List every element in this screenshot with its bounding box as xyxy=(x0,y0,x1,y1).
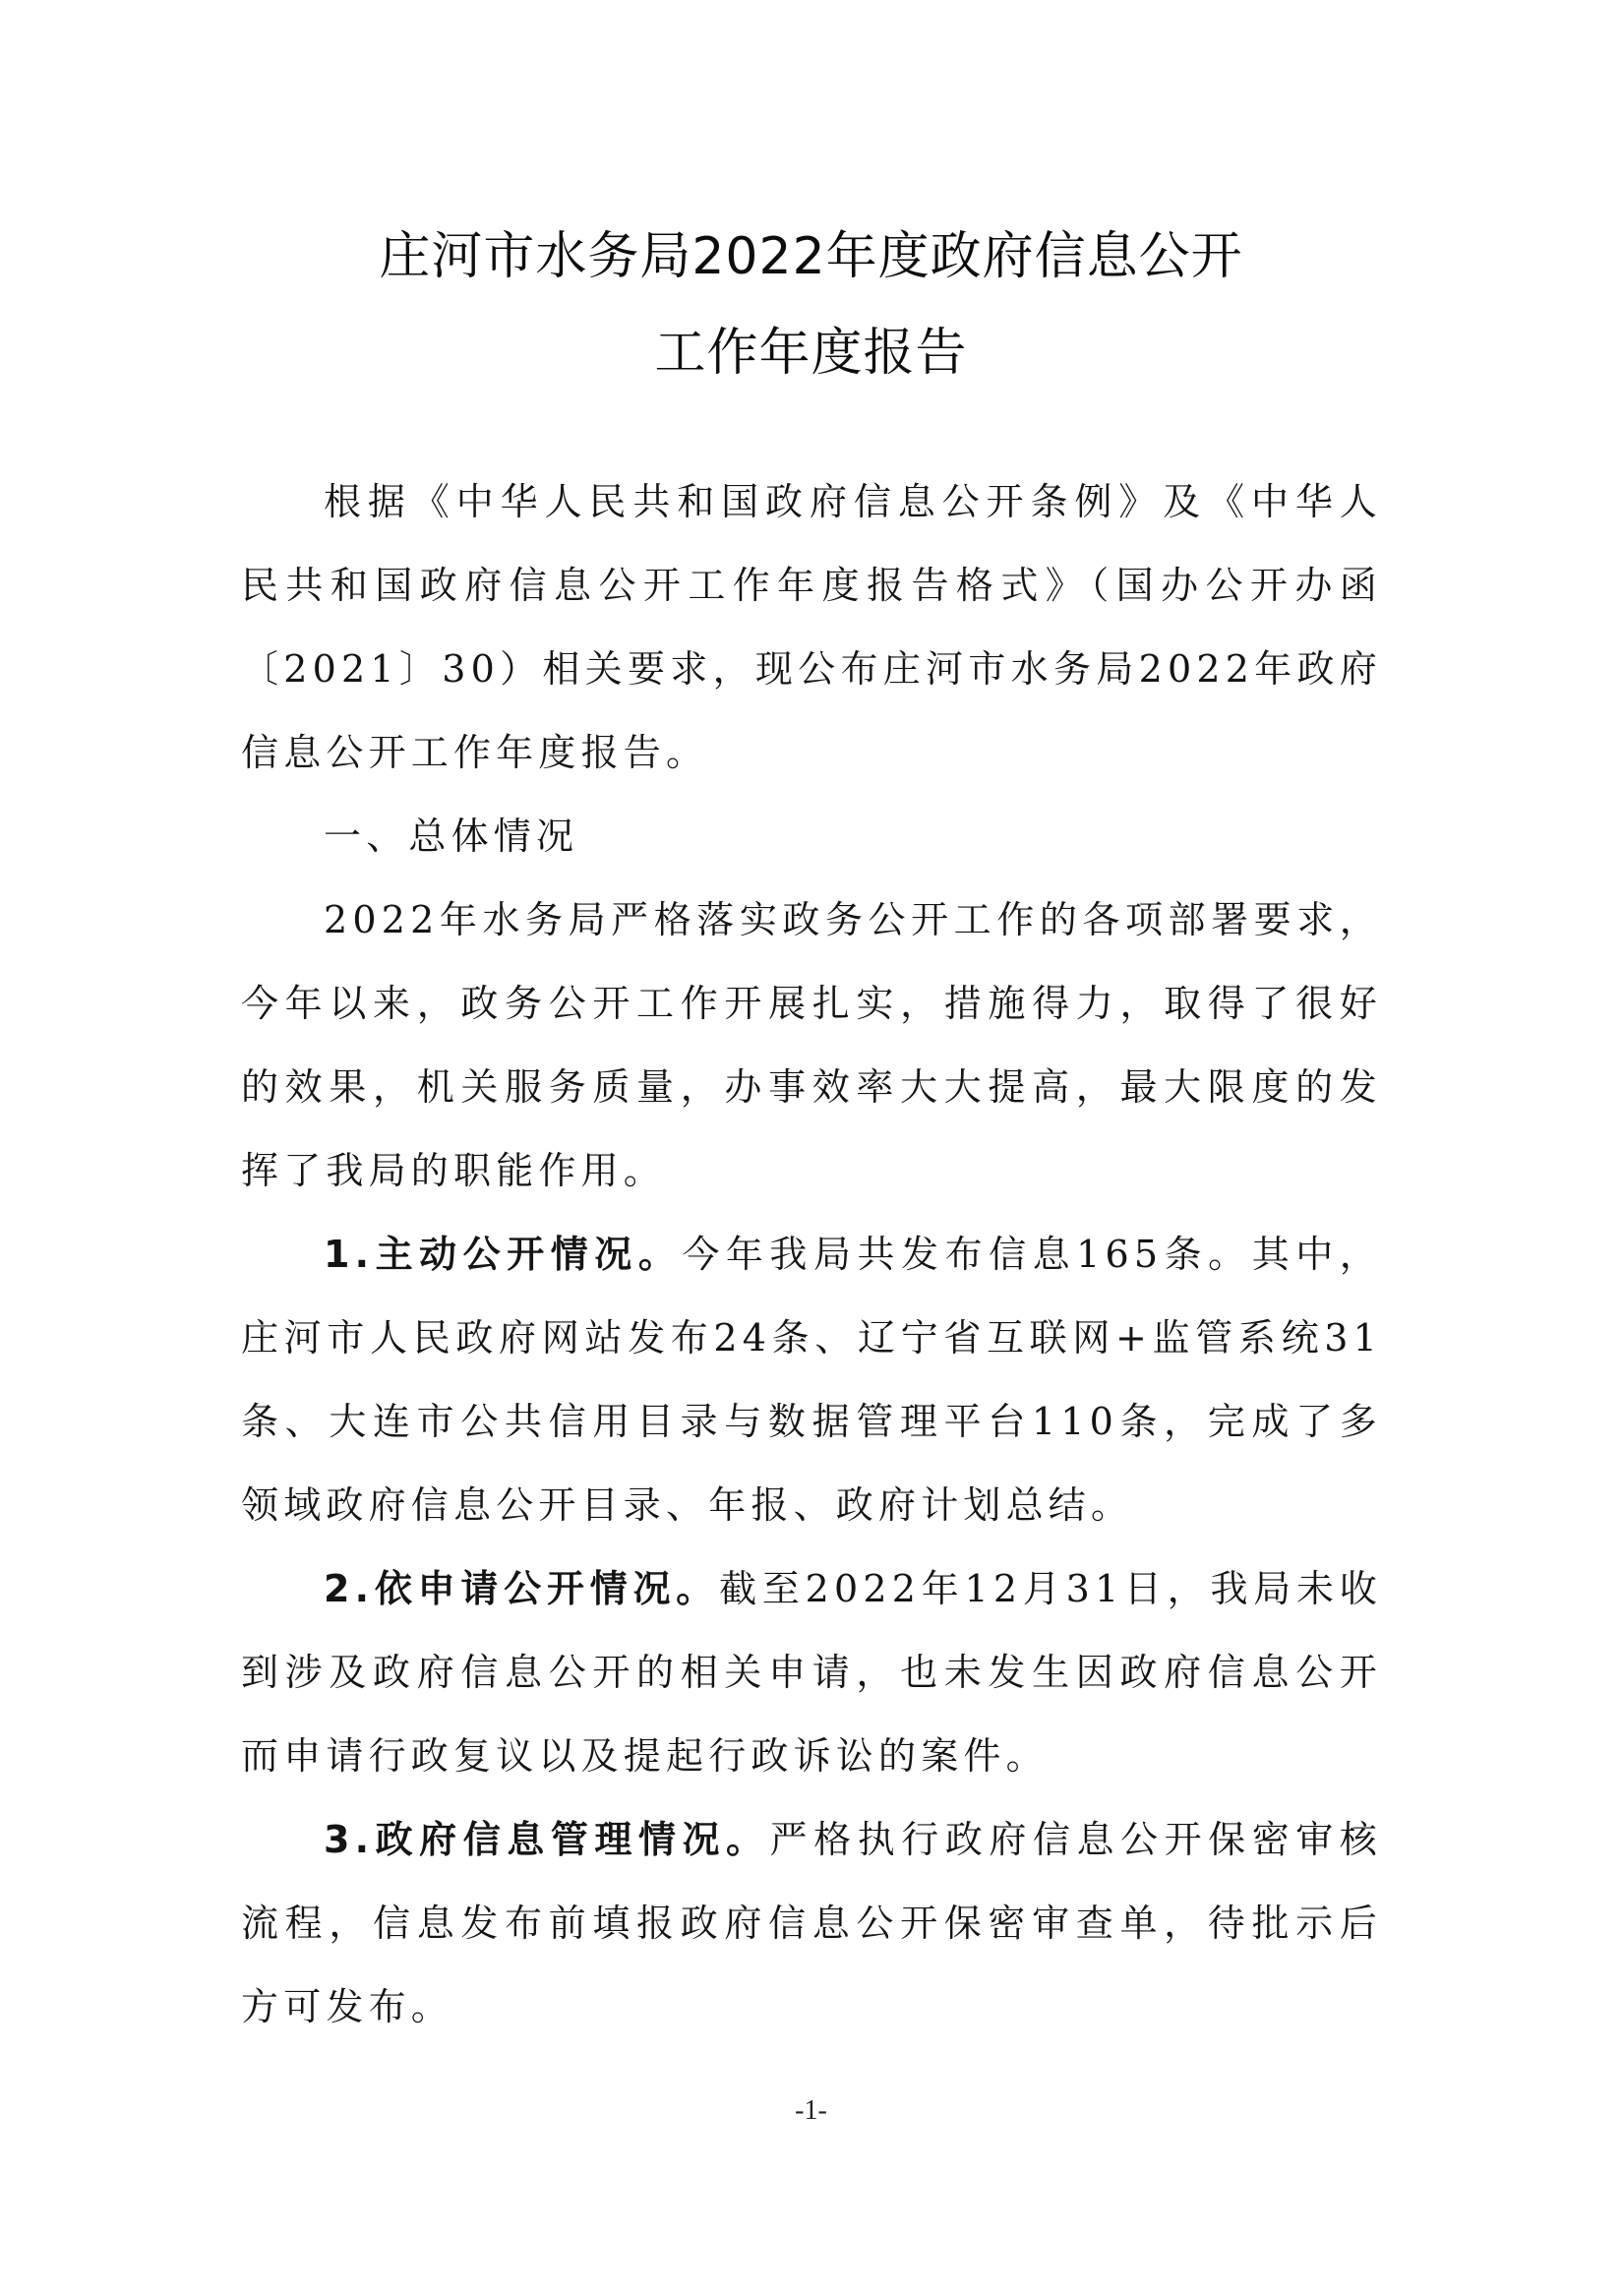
document-title xyxy=(0,209,1622,401)
intro-paragraph: 根据《中华人民共和国政府信息公开条例》及《中华人民共和国政府信息公开工作年度报告格式》（国办公开办函〔2021〕30）相关要求，现公布庄河市水务局2022年政府信息公开工作年度报告。 xyxy=(241,480,1382,774)
item-lead: 2.依申请公开情况。 xyxy=(324,1567,720,1610)
item-text: 截至2022年12月31日，我局未收到涉及政府信息公开的相关申请，也未发生因政府信息公开而申请行政复议以及提起行政诉讼的案件。 xyxy=(241,1567,1382,1778)
document-body xyxy=(241,460,1382,2049)
item-proactive-disclosure xyxy=(241,1213,1382,1547)
section-heading-overview: 一、总体情况 xyxy=(324,815,579,858)
item-text: 今年我局共发布信息165条。其中，庄河市人民政府网站发布24条、辽宁省互联网+监管系统31条、大连市公共信用目录与数据管理平台110条，完成了多领域政府信息公开目录、年报、政府计划总结。 xyxy=(241,1233,1382,1527)
item-lead: 1.主动公开情况。 xyxy=(324,1233,683,1276)
item-request-disclosure xyxy=(241,1547,1382,1798)
item-lead: 3.政府信息管理情况。 xyxy=(324,1818,770,1861)
title-line-2: 工作年度报告 xyxy=(654,324,968,383)
page-number: -1- xyxy=(795,2095,827,2126)
item-info-management xyxy=(241,1798,1382,2049)
overview-paragraph: 2022年水务局严格落实政务公开工作的各项部署要求，今年以来，政务公开工作开展扎实，措施得力，取得了很好的效果，机关服务质量，办事效率大大提高，最大限度的发挥了我局的职能作用。 xyxy=(241,898,1382,1192)
title-line-1: 庄河市水务局2022年度政府信息公开 xyxy=(379,227,1243,286)
item-text: 严格执行政府信息公开保密审核流程，信息发布前填报政府信息公开保密审查单，待批示后方可发布。 xyxy=(241,1818,1382,2028)
